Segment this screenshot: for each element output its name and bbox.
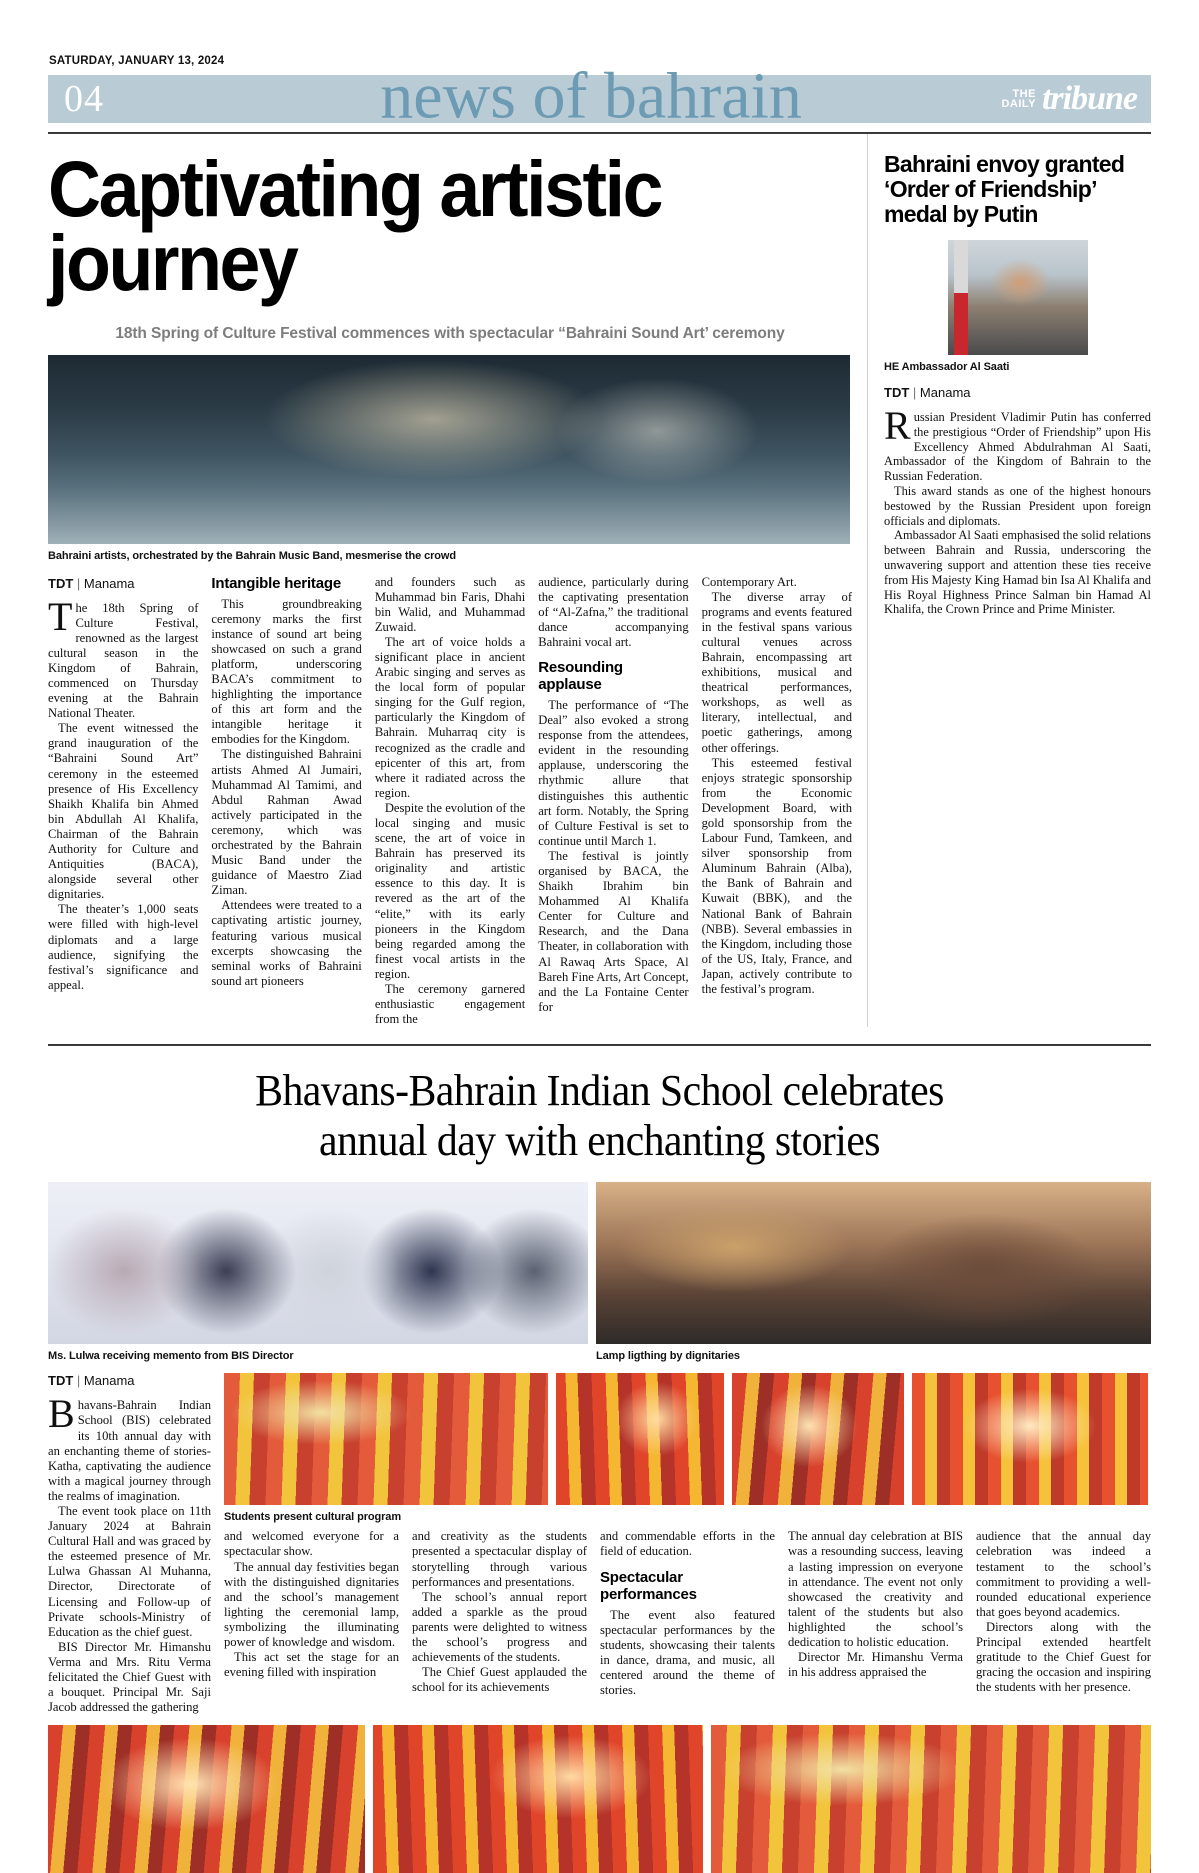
lead-kicker: 18th Spring of Culture Festival commences with spectacular “Bahraini Sound Art’ ceremony [115,324,785,342]
section-divider [48,1044,1151,1046]
paragraph: The 18th Spring of Culture Festival, renowned as the largest cultural season in the Kingdom of Bahrain, commenced on Thursday evening at the Bahrain National Theater. [48,593,199,721]
paragraph: The distinguished Bahraini artists Ahmed Al Jumairi, Muhammad Al Tamimi, and Abdul Rahman Awad actively participated in the ceremony, which was orchestrated by the Bahrain Music Band under the guidance of Maestro Ziad Ziman. [211,747,362,898]
paragraph: This groundbreaking ceremony marks the first instance of sound art being showcased on such a grand platform, underscoring BACA’s commitment to highlighting the importance of this art form and the intangible heritage it embodies for the Kingdom. [211,596,362,747]
second-column-4 [600,1529,775,1698]
paragraph: audience, particularly during the captivating presentation of “Al-Zafna,” the traditional dance accompanying Bahraini vocal art. [538,574,689,649]
photo-memento [48,1182,588,1344]
paragraph: and founders such as Muhammad bin Faris, Dhahi bin Walid, and Muhammad Zuwaid. [374,574,526,634]
paragraph: The event took place on 11th January 2024 at Bahrain Cultural Hall and was graced by the esteemed presence of Mr. Lulwa Ghassan Al Muhanna, Director, Directorate of Licensing and Follow-up of Private schools-Ministry of Education as the chief guest. [48,1503,211,1639]
photo-bottom-2 [373,1725,702,1873]
paragraph: The performance of “The Deal” also evoked a strong response from the attendees, evident in the resounding applause, underscoring the rhythmic allure that distinguishes this authentic art form. Notably, the Spring of Culture Festival is set to continue until March 1. [538,697,689,848]
lead-col4-text [538,698,688,1015]
second-headline [76,1066,1124,1166]
photo-dance-4 [912,1373,1148,1505]
brand-tribune: tribune [1041,80,1137,117]
top-section [48,134,1151,1027]
second-body [48,1373,1151,1715]
brand-daily: DAILY [1001,98,1036,110]
paragraph: BIS Director Mr. Himanshu Verma and Mrs. Ritu Verma felicitated the Chief Guest with a bouquet. Principal Mr. Saji Jacob addressed the gathering [48,1639,211,1715]
lead-column-2 [211,564,361,1028]
paragraph: This award stands as one of the highest honours bestowed by the Russian President upon foreign officials and diplomats. [884,483,1151,528]
byline-source: TDT [884,385,910,400]
paragraph: The ceremony garnered enthusiastic engagement from the [374,982,526,1027]
lead-column-4 [538,564,688,1028]
paragraph: The annual day celebration at BIS was a resounding success, leaving a lasting impression on everyone in attendance. The event not only showcased the creativity and talent of the students but also highlighted the school’s dedication to holistic education. [788,1529,963,1649]
tribune-logo [1001,82,1137,116]
second-headline-line1: Bhavans-Bahrain Indian School celebrates [255,1066,944,1116]
paragraph: The Chief Guest applauded the school for its achievements [412,1665,587,1695]
paragraph: The event also featured spectacular performances by the students, showcasing their talents in dance, drama, and music, all centered around the theme of stories. [600,1607,775,1697]
lead-subhead-intangible: Intangible heritage [211,574,341,592]
second-column-2 [224,1529,399,1698]
second-col6-text [976,1529,1151,1695]
paragraph: This esteemed festival enjoys strategic sponsorship from the Economic Development Board, with gold sponsorship from the Labour Fund, Tamkeen, and silver sponsorship from Aluminum Bahrain (Alba), the Bank of Bahrain and Kuwait (BBK), and the National Bank of Bahrain (NBB). Several embassies in the Kingdom, including those of the US, Italy, France, and Japan, actively contribute to the festival’s program. [701,755,853,997]
byline-location: Manama [919,385,971,400]
paragraph: Attendees were treated to a captivating artistic journey, featuring various musical excerpts showcasing the seminal works of Bahraini sound art pioneers [211,898,362,988]
second-headline-line2: annual day with enchanting stories [318,1116,881,1166]
sidebar-photo [948,240,1088,355]
second-col3-text [412,1529,587,1695]
photo-dance-3 [732,1373,904,1505]
lead-col2-text [211,597,361,989]
paragraph: The event witnessed the grand inauguration of the “Bahraini Sound Art” ceremony in the esteemed presence of His Excellency Shaikh Khalifa bin Ahmed bin Abdullah Al Khalifa, Chairman of the Bahrain Authority for Culture and Antiquities (BACA), alongside several other dignitaries. [48,721,199,902]
lead-headline: Captivating artistic journey [48,144,662,308]
photo-dance-2 [556,1373,724,1505]
lead-col3-text [375,575,525,1028]
byline-location: Manama [83,575,135,591]
paragraph: and welcomed everyone for a spectacular show. [224,1529,399,1559]
paragraph: Despite the evolution of the local singing and music scene, the art of voice in Bahrain has preserved its originality and artistic essence to this day. It is revered as the art of the “elite,” with its early pioneers in the Kingdom being regarded among the finest vocal artists in the region. [374,800,526,981]
byline-separator: | [76,1373,81,1389]
paragraph: The school’s annual report added a sparkle as the proud parents were delighted to witness the school’s progress and achievements of the students. [412,1589,587,1665]
byline-source: TDT [48,575,74,591]
second-columns [224,1529,1151,1698]
paragraph: audience that the annual day celebration was indeed a testament to the school’s commitment to providing a well-rounded educational experience that goes beyond academics. [976,1529,1151,1619]
paragraph: Ambassador Al Saati emphasised the solid relations between Bahrain and Russia, underscoring the unwavering support and attention these ties receive from His Majesty King Hamad bin Isa Al Khalifa and His Royal Highness Prince Salman bin Hamad Al Khalifa, the Crown Prince and Prime Minister. [884,528,1151,617]
byline-source: TDT [48,1373,74,1389]
second-col4-top-text [600,1529,775,1559]
lead-byline [48,576,198,591]
dateline: SATURDAY, JANUARY 13, 2024 [49,55,225,67]
byline-separator: | [76,575,81,591]
lead-col5-text [702,575,852,998]
paragraph: The annual day festivities began with the distinguished dignitaries and the school’s management lighting the ceremonial lamp, symbolizing the illuminating power of knowledge and wisdom. [224,1559,399,1649]
lead-photo-caption: Bahraini artists, orchestrated by the Bahrain Music Band, mesmerise the crowd [48,549,456,562]
dance-photo-row [224,1373,1151,1523]
brand-the: THE [1012,88,1036,100]
byline-separator: | [912,385,917,400]
second-col5-text [788,1529,963,1680]
lead-column-3 [375,564,525,1028]
byline-location: Manama [83,1373,135,1389]
second-byline [48,1373,211,1388]
caption-dance-group: Students present cultural program [224,1511,402,1524]
bottom-photo-row [48,1725,1151,1873]
photo-dance-group [224,1373,548,1505]
second-col4-text [600,1608,775,1699]
paragraph: Russian President Vladimir Putin has conferred the prestigious “Order of Friendship” upon His Excellency Ahmed Abdulrahman Al Saati, Ambassador of the Kingdom of Bahrain to the Russian Federation. [884,403,1151,484]
second-right-block [224,1373,1151,1715]
photo-bottom-1 [48,1725,365,1873]
caption-memento: Ms. Lulwa receiving memento from BIS Director [48,1350,294,1363]
lead-col4-top-text [538,575,688,650]
paragraph: The art of voice holds a significant place in ancient Arabic singing and serves as the local form of popular singing for the Gulf region, particularly the Kingdom of Bahrain. Muharraq city is recognized as the cradle and epicenter of this art, from where it radiated across the region. [374,634,526,800]
photo-lamp-lighting [596,1182,1151,1344]
caption-lamp-lighting: Lamp ligthing by dignitaries [596,1350,740,1363]
lead-column-5 [702,564,852,1028]
second-article [48,1066,1151,1873]
paragraph: This act set the stage for an evening filled with inspiration [224,1650,399,1680]
lead-subhead-applause: Resounding applause [538,658,623,693]
sidebar-photo-caption: HE Ambassador Al Saati [884,361,1010,373]
sidebar-text [884,403,1151,617]
paragraph: and creativity as the students presented a spectacular display of storytelling through various performances and presentations. [412,1529,587,1589]
flag-icon [954,240,968,355]
lead-columns [48,564,852,1028]
paragraph: Directors along with the Principal extended heartfelt gratitude to the Chief Guest for gracing the occasion and inspiring the students with her presence. [976,1619,1151,1695]
second-column-5 [788,1529,963,1698]
lead-col1-text [48,593,199,993]
second-photo-row [48,1182,1151,1362]
paragraph: The festival is jointly organised by BACA, the Shaikh Ibrahim bin Mohammed Al Khalifa Center for Culture and Research, and the Dana Theater, in collaboration with Al Rawaq Arts Space, Al Bareh Fine Arts, Art Concept, and the La Fontaine Center for [538,848,689,1014]
paragraph: Bhavans-Bahrain Indian School (BIS) celebrated its 10th annual day with an enchanting theme of stories-Katha, captivating the audience with a magical journey through the realms of imagination. [48,1391,211,1503]
sidebar-byline [884,385,1151,400]
photo-bottom-3 [711,1725,1151,1873]
masthead-title: news of bahrain [380,59,802,133]
second-subhead-performances: Spectacular performances [600,1568,697,1603]
lead-article [48,134,867,1027]
sidebar-headline: Bahraini envoy granted ‘Order of Friendship’ medal by Putin [884,151,1125,227]
second-column-1 [48,1373,211,1715]
paragraph: Contemporary Art. [701,574,797,589]
sidebar-article [867,134,1151,1027]
second-column-6 [976,1529,1151,1698]
lead-photo [48,355,850,544]
second-column-3 [412,1529,587,1698]
lead-column-1 [48,564,198,1028]
second-col1-text [48,1391,211,1715]
brand-small-text [1001,89,1036,109]
paragraph: Director Mr. Himanshu Verma in his address appraised the [788,1650,963,1680]
paragraph: The diverse array of programs and events featured in the festival spans various cultural venues across Bahrain, encompassing art exhibitions, musical and theatrical performances, workshops, as well as literary, intellectual, and poetic gatherings, among other offerings. [701,589,853,755]
paragraph: and commendable efforts in the field of education. [600,1529,775,1559]
page-number: 04 [64,78,104,120]
paragraph: The theater’s 1,000 seats were filled with high-level diplomats and a large audience, signifying the festival’s significance and appeal. [48,902,199,992]
second-col2-text [224,1529,399,1680]
